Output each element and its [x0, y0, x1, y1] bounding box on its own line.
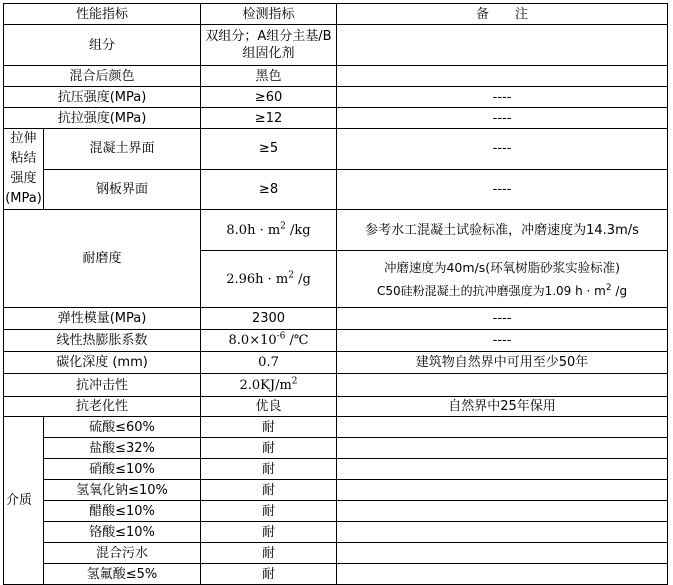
media-item-name: 铬酸≤10% [44, 522, 201, 543]
compressive-label: 抗压强度(MPa) [4, 87, 201, 108]
carbonation-value: 0.7 [201, 352, 337, 374]
media-label: 介质 [4, 417, 44, 585]
abrasion-value-2 [201, 251, 337, 308]
bond-steel-label: 钢板界面 [44, 169, 201, 210]
abrasion-value-2-base: 2.96h · m [226, 271, 289, 287]
aging-label: 抗老化性 [4, 397, 201, 417]
abrasion-value-2-exp: 2 [288, 270, 294, 281]
media-row [4, 501, 668, 522]
media-item-name: 氢氟酸≤5% [44, 564, 201, 585]
media-item-value: 耐 [201, 417, 337, 438]
media-item-remark [337, 501, 668, 522]
bond-steel-value: ≥8 [201, 169, 337, 210]
impact-value-base: 2.0KJ/m [239, 377, 292, 393]
header-remarks: 备 注 [337, 4, 668, 25]
impact-value [201, 374, 337, 397]
compressive-remark: ---- [337, 87, 668, 108]
media-item-name: 硝酸≤10% [44, 459, 201, 480]
media-item-remark [337, 543, 668, 564]
carbonation-remark: 建筑物自然界中可用至少50年 [337, 352, 668, 374]
expansion-value-base: 8.0×10 [228, 333, 277, 348]
tensile-remark: ---- [337, 108, 668, 129]
media-item-name: 盐酸≤32% [44, 438, 201, 459]
expansion-label: 线性热膨胀系数 [4, 330, 201, 352]
abrasion-remark-1: 参考水工混凝土试验标准，冲磨速度为14.3m/s [337, 210, 668, 251]
abrasion-remark-2 [337, 251, 668, 308]
aging-remark: 自然界中25年保用 [337, 397, 668, 417]
abrasion-value-1-base: 8.0h · m [226, 222, 281, 238]
abrasion-label: 耐磨度 [4, 210, 201, 308]
abrasion-value-1 [201, 210, 337, 251]
media-item-value: 耐 [201, 564, 337, 585]
expansion-value-unit: /℃ [285, 333, 309, 348]
row-modulus [4, 308, 668, 330]
impact-value-exp: 2 [291, 376, 298, 387]
carbonation-label: 碳化深度 (mm) [4, 352, 201, 374]
expansion-remark: ---- [337, 330, 668, 352]
bond-concrete-label: 混凝土界面 [44, 129, 201, 170]
media-row [4, 522, 668, 543]
row-composition [4, 25, 668, 66]
bond-label: 拉伸粘结强度(MPa) [4, 129, 44, 210]
media-item-value: 耐 [201, 522, 337, 543]
abrasion-remark-2a: 冲磨速度为40m/s(环氧树脂砂浆实验标准) [383, 259, 621, 275]
expansion-value [201, 330, 337, 352]
color-value: 黑色 [201, 66, 337, 87]
modulus-remark: ---- [337, 308, 668, 330]
header-property: 性能指标 [4, 4, 201, 25]
header-row [4, 4, 668, 25]
media-item-name: 硫酸≤60% [44, 417, 201, 438]
row-compressive [4, 87, 668, 108]
composition-remark [337, 25, 668, 66]
row-aging [4, 397, 668, 417]
media-item-remark [337, 417, 668, 438]
media-item-name: 醋酸≤10% [44, 501, 201, 522]
impact-label: 抗冲击性 [4, 374, 201, 397]
header-test-index: 检测指标 [201, 4, 337, 25]
aging-value: 优良 [201, 397, 337, 417]
media-item-value: 耐 [201, 480, 337, 501]
performance-table [3, 3, 668, 585]
row-color [4, 66, 668, 87]
media-row [4, 438, 668, 459]
media-row [4, 564, 668, 585]
row-abrasion-1 [4, 210, 668, 251]
media-item-remark [337, 522, 668, 543]
abrasion-remark-2b [337, 284, 667, 299]
tensile-label: 抗拉强度(MPa) [4, 108, 201, 129]
row-bond-steel [4, 169, 668, 210]
abrasion-remark-2b-unit: /g [611, 283, 628, 298]
media-item-value: 耐 [201, 543, 337, 564]
media-row [4, 543, 668, 564]
media-item-remark [337, 459, 668, 480]
abrasion-value-1-exp: 2 [280, 221, 286, 232]
composition-label: 组分 [4, 25, 201, 66]
color-remark [337, 66, 668, 87]
abrasion-remark-2b-exp: 2 [605, 282, 612, 293]
media-row [4, 417, 668, 438]
row-impact [4, 374, 668, 397]
bond-concrete-remark: ---- [337, 129, 668, 170]
compressive-value: ≥60 [201, 87, 337, 108]
media-item-remark [337, 480, 668, 501]
row-tensile [4, 108, 668, 129]
modulus-value: 2300 [201, 308, 337, 330]
media-item-value: 耐 [201, 501, 337, 522]
row-expansion [4, 330, 668, 352]
tensile-value: ≥12 [201, 108, 337, 129]
abrasion-value-2-unit: /g [293, 271, 311, 287]
modulus-label: 弹性模量(MPa) [4, 308, 201, 330]
row-bond-concrete [4, 129, 668, 170]
media-item-name: 氢氧化钠≤10% [44, 480, 201, 501]
abrasion-value-1-unit: /kg [285, 222, 311, 238]
media-item-remark [337, 564, 668, 585]
media-item-value: 耐 [201, 438, 337, 459]
bond-steel-remark: ---- [337, 169, 668, 210]
expansion-value-exp: -6 [276, 331, 286, 342]
bond-concrete-value: ≥5 [201, 129, 337, 170]
media-row [4, 480, 668, 501]
abrasion-remark-2b-base: C50硅粉混凝土的抗冲磨强度为1.09 h · m [376, 283, 606, 298]
composition-value: 双组分；A组分主基/B组固化剂 [201, 25, 337, 66]
impact-remark [337, 374, 668, 397]
media-row [4, 459, 668, 480]
row-carbonation [4, 352, 668, 374]
color-label: 混合后颜色 [4, 66, 201, 87]
media-item-remark [337, 438, 668, 459]
media-item-name: 混合污水 [44, 543, 201, 564]
media-item-value: 耐 [201, 459, 337, 480]
